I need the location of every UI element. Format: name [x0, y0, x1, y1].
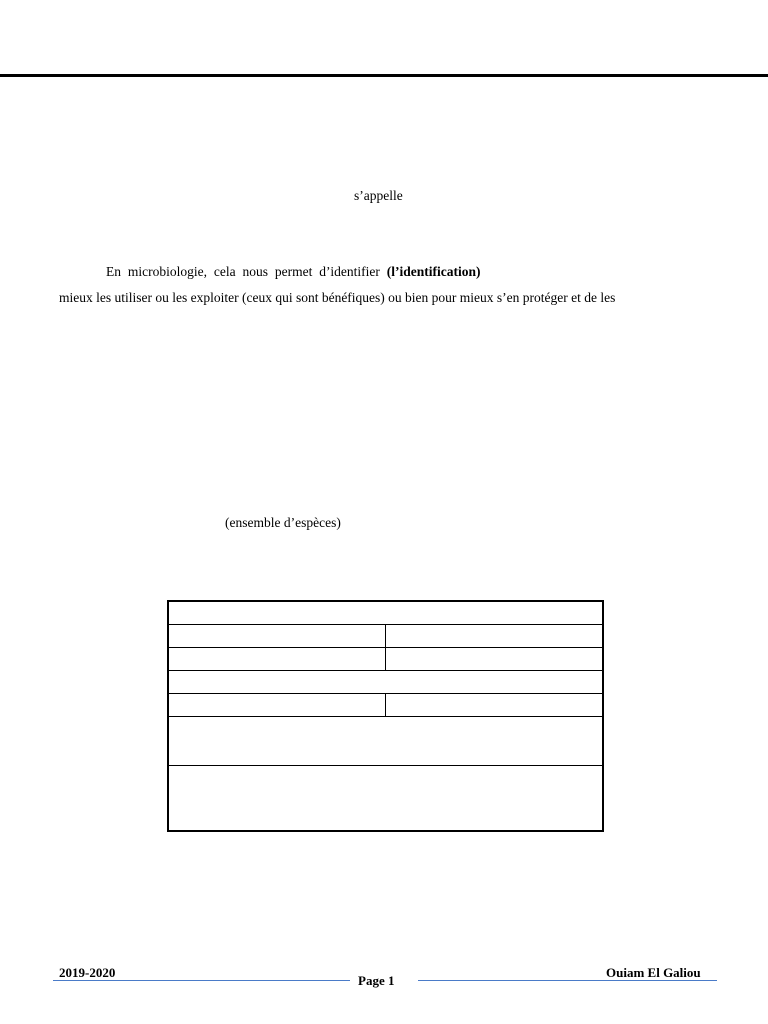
- table-cell: [168, 716, 603, 765]
- table-cell: [385, 647, 603, 670]
- table-row: [168, 670, 603, 693]
- header-rule: [0, 74, 768, 77]
- table-cell: [168, 693, 385, 716]
- identification-term: (l’identification): [386, 264, 481, 279]
- body-text-line-4: (ensemble d’espèces): [225, 515, 341, 530]
- table-row: [168, 693, 603, 716]
- table-row: [168, 716, 603, 765]
- footer-rule-left: [53, 980, 350, 981]
- table-cell: [168, 601, 603, 624]
- table-cell: [385, 693, 603, 716]
- table-cell: [168, 670, 603, 693]
- body-text-line-2: [106, 264, 481, 280]
- table-cell: [168, 624, 385, 647]
- table-cell: [385, 624, 603, 647]
- table-row: [168, 601, 603, 624]
- line-2-text: En microbiologie, cela nous permet d’identifier: [106, 264, 387, 279]
- footer-rule-right: [418, 980, 717, 981]
- body-text-line-3: mieux les utiliser ou les exploiter (ceux qui sont bénéfiques) ou bien pour mieux s’en protéger et de les: [59, 290, 616, 305]
- empty-table: [167, 600, 604, 832]
- table-cell: [168, 765, 603, 831]
- footer-author: Ouiam El Galiou: [606, 965, 701, 980]
- table-row: [168, 647, 603, 670]
- body-text-line-1: s’appelle: [354, 188, 403, 203]
- footer-year: 2019-2020: [59, 965, 116, 980]
- footer-page-number: Page 1: [358, 973, 395, 988]
- table-cell: [168, 647, 385, 670]
- table-row: [168, 765, 603, 831]
- table-row: [168, 624, 603, 647]
